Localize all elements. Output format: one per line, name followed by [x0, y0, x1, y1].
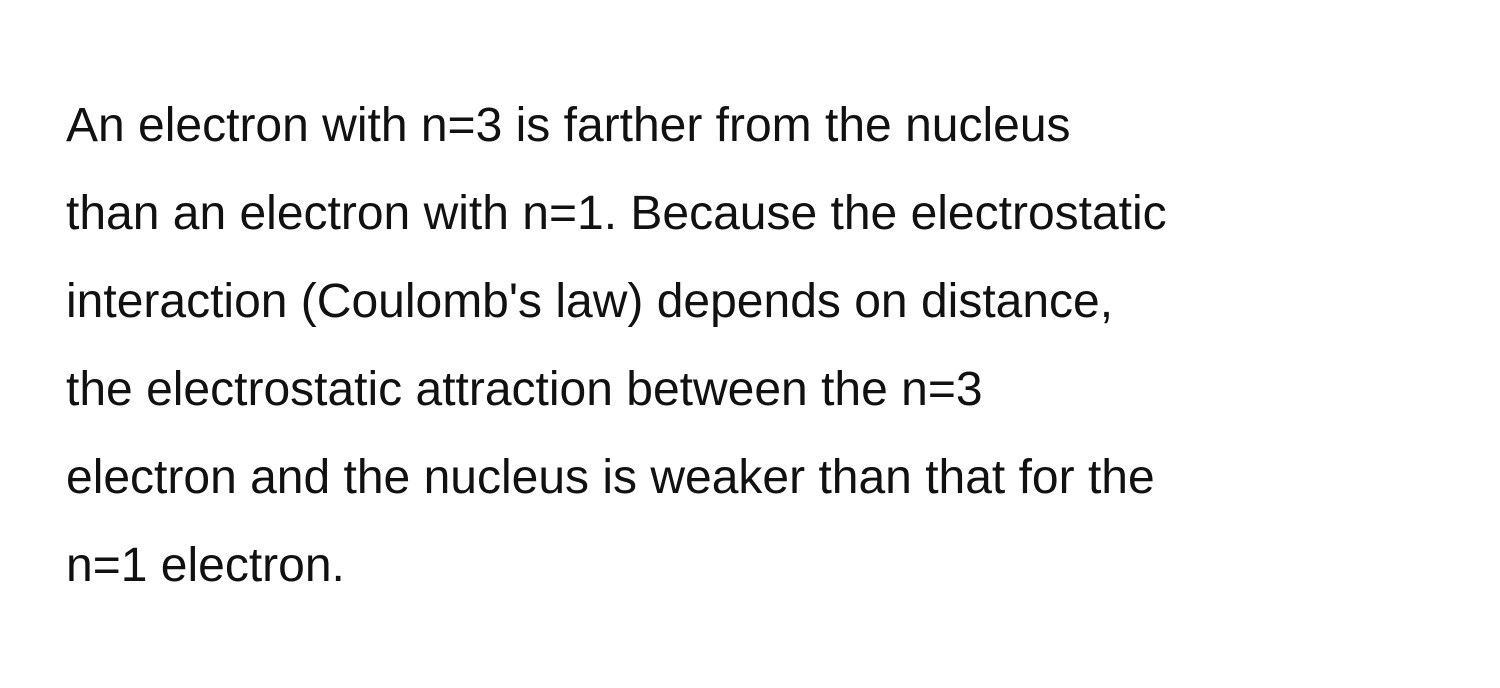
paragraph-line: interaction (Coulomb's law) depends on distance,: [66, 275, 1114, 328]
paragraph-line: the electrostatic attraction between the n=3: [66, 363, 983, 416]
paragraph-line: n=1 electron.: [66, 539, 345, 592]
paragraph-line: than an electron with n=1. Because the electrostatic: [66, 187, 1167, 240]
explanation-paragraph: [66, 82, 1466, 610]
paragraph-line: An electron with n=3 is farther from the nucleus: [66, 99, 1071, 152]
paragraph-line: electron and the nucleus is weaker than that for the: [66, 451, 1155, 504]
